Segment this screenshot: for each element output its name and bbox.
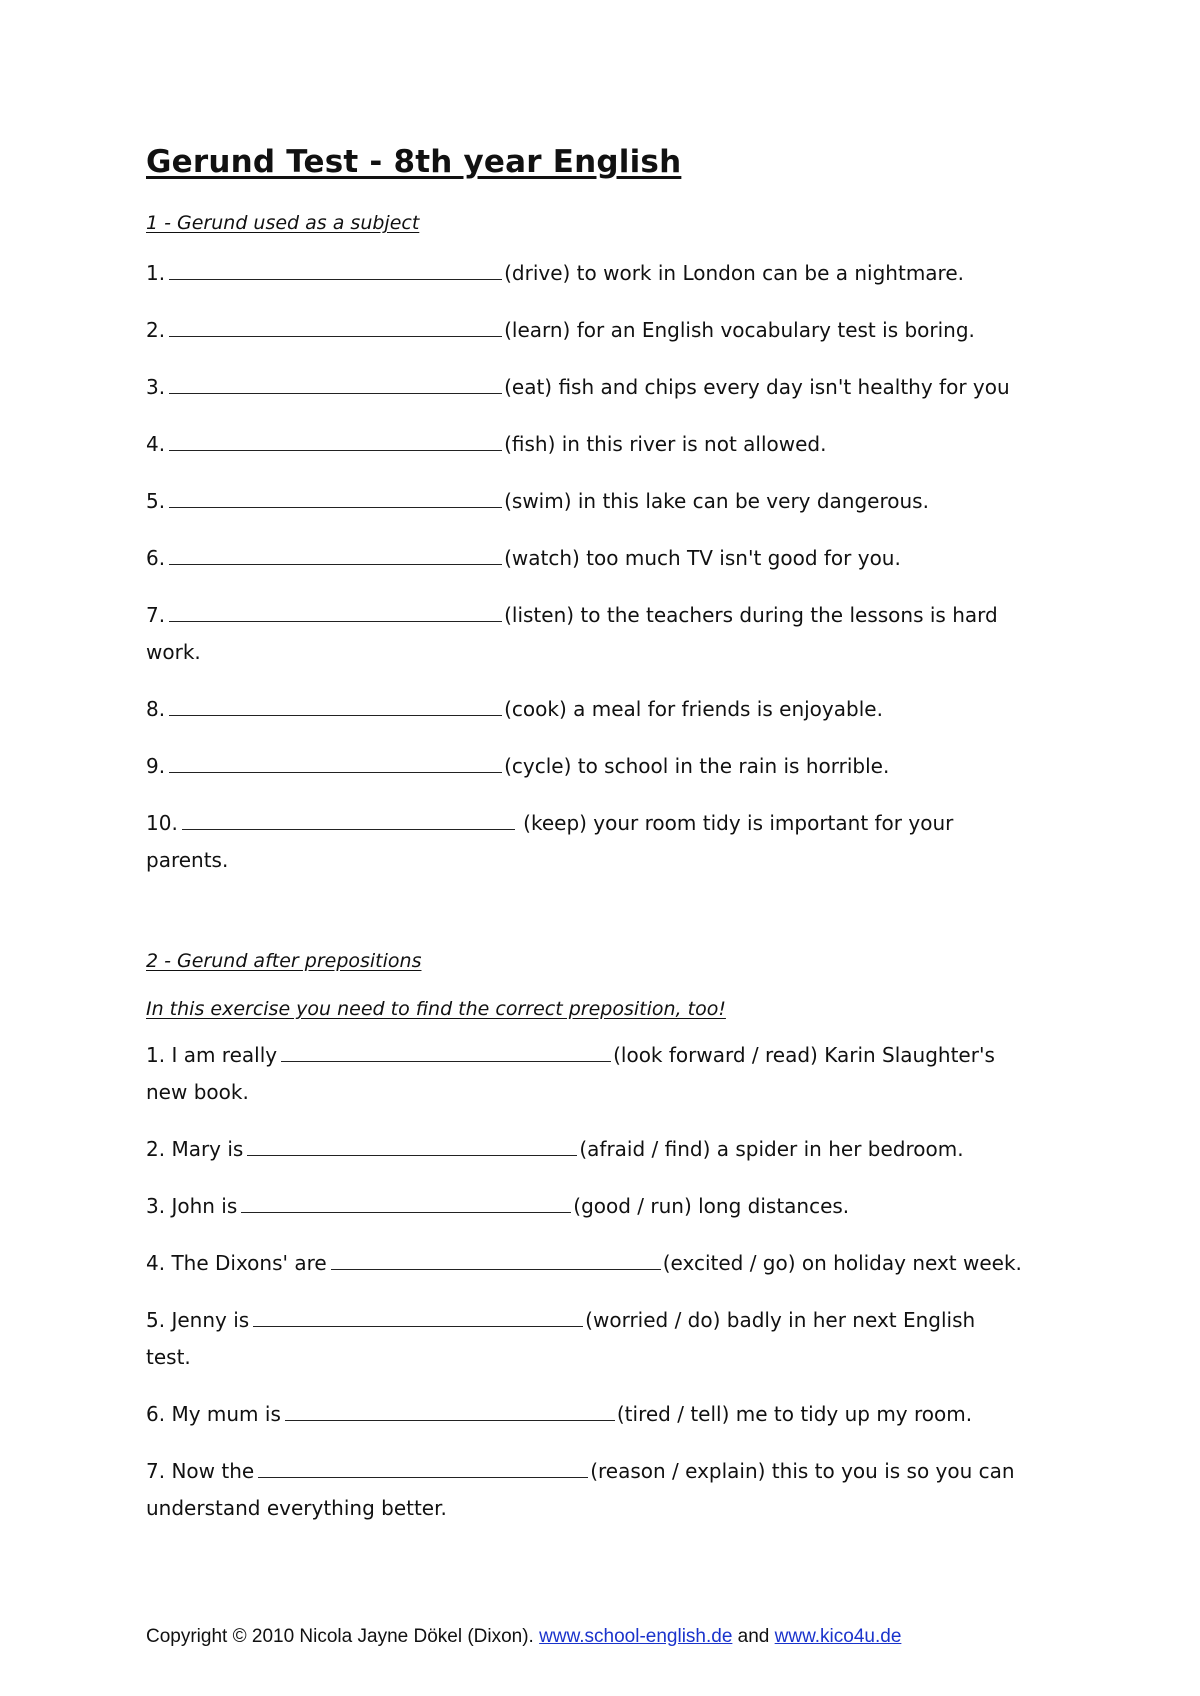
s1-question-4 <box>146 426 1076 463</box>
question-text: (watch) too much TV isn't good for you. <box>504 546 901 570</box>
s1-question-8 <box>146 691 1076 728</box>
question-number: 3. <box>146 375 166 399</box>
worksheet <box>146 140 1076 1527</box>
s2-question-1 <box>146 1037 1076 1111</box>
question-text: (look forward / read) Karin Slaughter's <box>613 1043 995 1067</box>
school-english-link[interactable]: www.school-english.de <box>539 1626 733 1647</box>
copyright-text: Copyright © 2010 Nicola Jayne Dökel (Dixon). <box>146 1626 534 1647</box>
question-text: (worried / do) badly in her next English <box>585 1308 976 1332</box>
question-text: (reason / explain) this to you is so you can <box>590 1459 1015 1483</box>
question-number: 4. <box>146 432 166 456</box>
s1-question-10 <box>146 805 1076 879</box>
section-1-heading: 1 - Gerund used as a subject <box>146 212 420 234</box>
answer-blank[interactable] <box>258 1455 588 1478</box>
question-lead: 2. Mary is <box>146 1137 244 1161</box>
question-lead: 7. Now the <box>146 1459 255 1483</box>
s2-question-2 <box>146 1131 1076 1168</box>
s2-question-6 <box>146 1396 1076 1433</box>
question-text: (tired / tell) me to tidy up my room. <box>616 1402 973 1426</box>
question-text-continued: understand everything better. <box>146 1496 447 1520</box>
copyright-footer <box>146 1626 901 1648</box>
s2-question-4 <box>146 1245 1076 1282</box>
s2-question-5 <box>146 1302 1076 1376</box>
answer-blank[interactable] <box>169 314 502 337</box>
question-number: 2. <box>146 318 166 342</box>
s2-question-7 <box>146 1453 1076 1527</box>
question-text: (afraid / find) a spider in her bedroom. <box>579 1137 964 1161</box>
answer-blank[interactable] <box>182 807 515 830</box>
answer-blank[interactable] <box>241 1190 571 1213</box>
s1-question-2 <box>146 312 1076 349</box>
s1-question-6 <box>146 540 1076 577</box>
question-lead: 3. John is <box>146 1194 238 1218</box>
question-text: (fish) in this river is not allowed. <box>504 432 827 456</box>
answer-blank[interactable] <box>331 1247 661 1270</box>
question-text-continued: parents. <box>146 848 229 872</box>
answer-blank[interactable] <box>169 257 502 280</box>
s1-question-5 <box>146 483 1076 520</box>
kico4u-link[interactable]: www.kico4u.de <box>774 1626 902 1647</box>
question-text: (cook) a meal for friends is enjoyable. <box>504 697 883 721</box>
question-text: (swim) in this lake can be very dangerous. <box>504 489 929 513</box>
answer-blank[interactable] <box>169 542 502 565</box>
question-text: (eat) fish and chips every day isn't healthy for you <box>504 375 1010 399</box>
s1-question-7 <box>146 597 1076 671</box>
question-number: 5. <box>146 489 166 513</box>
question-text-continued: work. <box>146 640 201 664</box>
question-text-continued: new book. <box>146 1080 249 1104</box>
s1-question-1 <box>146 255 1076 292</box>
s1-question-3 <box>146 369 1076 406</box>
question-number: 10. <box>146 811 178 835</box>
s2-question-3 <box>146 1188 1076 1225</box>
question-text: (excited / go) on holiday next week. <box>662 1251 1022 1275</box>
question-text-continued: test. <box>146 1345 191 1369</box>
question-lead: 6. My mum is <box>146 1402 281 1426</box>
answer-blank[interactable] <box>169 693 502 716</box>
question-number: 1. <box>146 261 166 285</box>
answer-blank[interactable] <box>281 1039 611 1062</box>
section-2-heading: 2 - Gerund after prepositions <box>146 950 422 972</box>
answer-blank[interactable] <box>169 599 502 622</box>
page-title: Gerund Test - 8th year English <box>146 144 682 180</box>
question-text: (keep) your room tidy is important for your <box>523 811 954 835</box>
section-2-instruction: In this exercise you need to find the correct preposition, too! <box>146 998 726 1020</box>
question-lead: 4. The Dixons' are <box>146 1251 327 1275</box>
answer-blank[interactable] <box>169 750 502 773</box>
question-number: 9. <box>146 754 166 778</box>
question-text: (drive) to work in London can be a nightmare. <box>504 261 965 285</box>
question-lead: 5. Jenny is <box>146 1308 250 1332</box>
question-number: 6. <box>146 546 166 570</box>
answer-blank[interactable] <box>169 428 502 451</box>
question-text: (learn) for an English vocabulary test is boring. <box>504 318 975 342</box>
footer-and: and <box>737 1626 770 1647</box>
question-text: (good / run) long distances. <box>573 1194 850 1218</box>
question-text: (cycle) to school in the rain is horrible. <box>504 754 890 778</box>
question-text: (listen) to the teachers during the lessons is hard <box>504 603 998 627</box>
answer-blank[interactable] <box>169 485 502 508</box>
question-lead: 1. I am really <box>146 1043 278 1067</box>
question-number: 7. <box>146 603 166 627</box>
answer-blank[interactable] <box>253 1304 583 1327</box>
s1-question-9 <box>146 748 1076 785</box>
answer-blank[interactable] <box>247 1133 577 1156</box>
answer-blank[interactable] <box>169 371 502 394</box>
answer-blank[interactable] <box>285 1398 615 1421</box>
question-number: 8. <box>146 697 166 721</box>
